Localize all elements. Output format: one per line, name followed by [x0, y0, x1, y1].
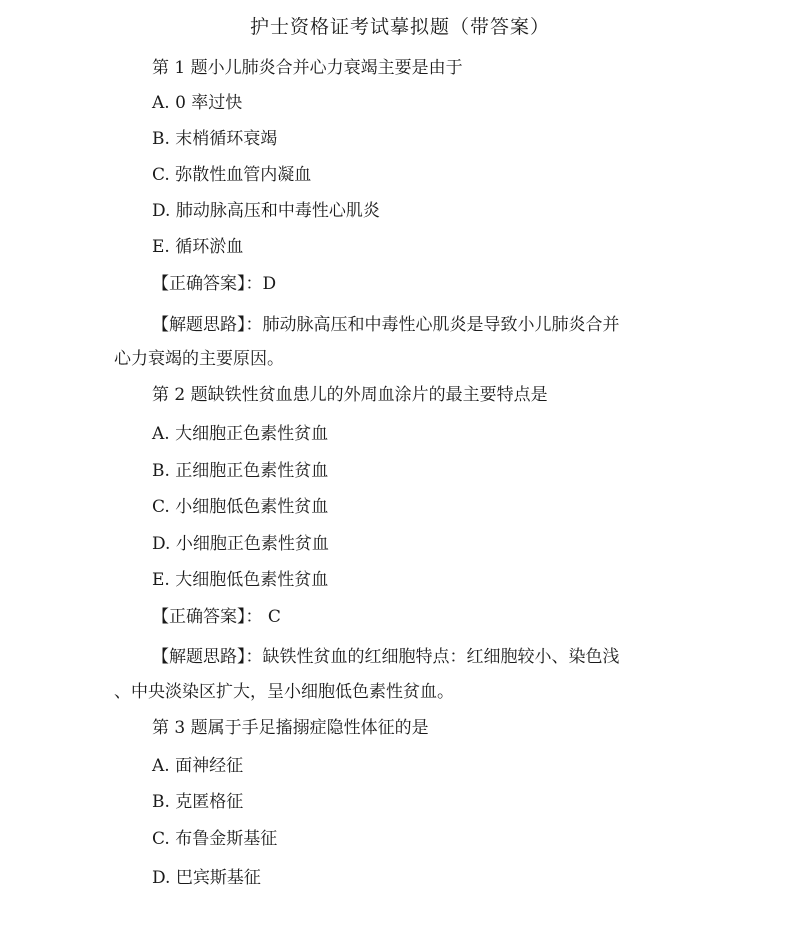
question-1-explanation-cont: 心力衰竭的主要原因。 [114, 349, 284, 369]
question-3-stem: 第 3 题属于手足搐搦症隐性体征的是 [152, 718, 429, 738]
question-1-option-a: A. 0 率过快 [152, 93, 243, 113]
question-2-explanation: 【解题思路】：缺铁性贫血的红细胞特点：红细胞较小、染色浅 [152, 647, 620, 667]
question-2-option-a: A. 大细胞正色素性贫血 [152, 424, 329, 444]
question-1-explanation: 【解题思路】：肺动脉高压和中毒性心肌炎是导致小儿肺炎合并 [152, 315, 620, 335]
question-1-option-d: D. 肺动脉高压和中毒性心肌炎 [152, 201, 380, 221]
question-3-option-a: A. 面神经征 [152, 756, 244, 776]
question-2-option-c: C. 小细胞低色素性贫血 [152, 497, 329, 517]
question-3-option-c: C. 布鲁金斯基征 [152, 829, 278, 849]
question-2-option-d: D. 小细胞正色素性贫血 [152, 534, 329, 554]
question-1-option-b: B. 末梢循环衰竭 [152, 129, 278, 149]
question-3-option-b: B. 克匿格征 [152, 792, 244, 812]
question-1-answer: 【正确答案】：D [152, 274, 277, 294]
question-3-option-d: D. 巴宾斯基征 [152, 868, 261, 888]
question-2-option-b: B. 正细胞正色素性贫血 [152, 461, 329, 481]
question-2-stem: 第 2 题缺铁性贫血患儿的外周血涂片的最主要特点是 [152, 385, 548, 405]
question-1-stem: 第 1 题小儿肺炎合并心力衰竭主要是由于 [152, 58, 463, 78]
question-1-option-e: E. 循环淤血 [152, 237, 244, 257]
document-title: 护士资格证考试摹拟题（带答案） [249, 16, 550, 38]
question-1-option-c: C. 弥散性血管内凝血 [152, 165, 312, 185]
question-2-option-e: E. 大细胞低色素性贫血 [152, 570, 329, 590]
question-2-explanation-cont: 、中央淡染区扩大，呈小细胞低色素性贫血。 [114, 682, 454, 702]
question-2-answer: 【正确答案】： C [152, 607, 281, 627]
